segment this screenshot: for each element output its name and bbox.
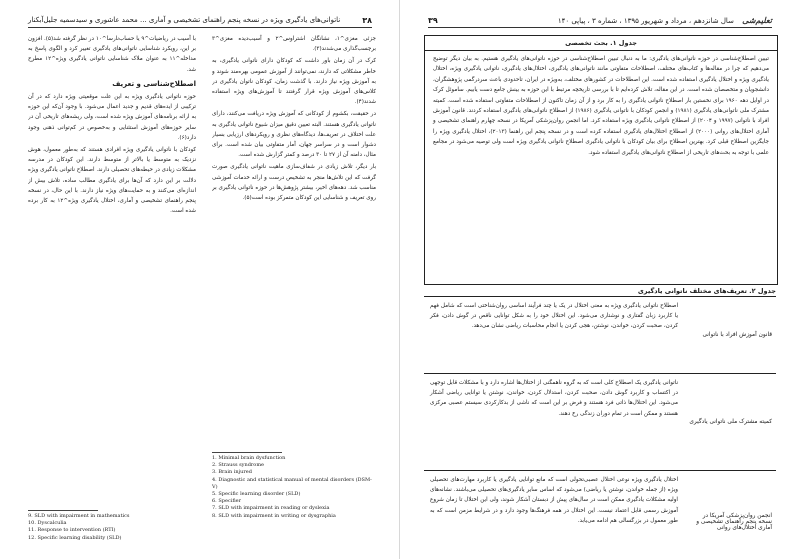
footnote-rule — [28, 510, 98, 511]
left-page-col-right — [212, 34, 376, 444]
left-page-col-left — [28, 34, 196, 504]
footnotes-left — [28, 513, 196, 542]
journal-logo: تعلیم‌شی — [742, 15, 772, 25]
table-row — [424, 374, 776, 471]
right-header-rule — [428, 27, 772, 28]
row-definition: اختلال یادگیری ویژه نوعی اختلال عصبی‌تحولی است که مانع توانایی یادگیری یا کاربرد مهارت‌های تحصیلی ویژه (از جمله خواندن، نوشتن یا ریاضی) می‌شود که اساس سایر یادگیری‌های تحصیلی می‌باشند. نشانه‌های اولیه مشکلات یادگیری ممکن است در سال‌های پیش از دبستان آشکار شوند، ولی این اختلال تا زمان شروع آموزش رسمی قابل اعتماد نیست. این اختلال در همه فرهنگ‌ها وجود دارد و در شرایط مزمن است که به طور معمول در بزرگسالی هم ادامه می‌یابد. — [430, 477, 678, 524]
footnote: 9. SLD with impairment in mathematics — [28, 513, 130, 519]
footnote: 5. Specific learning disorder (SLD) — [212, 491, 301, 498]
paragraph: در حقیقت، بکشوم از کودکانی که آموزش ویژه دریافت می‌کنند، دارای ناتوانی یادگیری هستند. البته تعیین دقیق میزان شیوع ناتوانی یادگیری به علت اختلاف در تعریف‌ها، دیدگاه‌های نظری و رویکردهای ارزیابی بسیار دشوار است و در سراسر جهان، آمار متفاوتی بیان شده است. برای مثال، دامنه آن از ۲۷ تا ۳۰ درصد و کمتر گزارش شده است. — [212, 111, 376, 159]
right-running-head-text: سال شانزدهم ، مرداد و شهریور ۱۳۹۵ ، شماره ۳ ، پیاپی ۱۴۰ — [557, 16, 734, 25]
section-title: اصطلاح‌شناسی و تعریف — [112, 79, 196, 88]
footnotes-right — [212, 455, 376, 520]
paragraph: کرک در آن زمان باور داشت که کودکانِ دارای ناتوانی یادگیری، به خاطر مشکلاتی که دارند، نمی‌توانند از آموزش عمومی بهره‌مند شوند و به آموزش ویژه نیاز دارند. با گذشت زمان، کودکان ناتوان یادگیری در کلاس‌های آموزش ویژه قرار گرفتند تا آموزش‌های ویژه استفاده شدند(۴). — [212, 58, 376, 106]
row-definition: ناتوانی یادگیری یک اصطلاح کلی است که به گروه ناهمگنی از اختلال‌ها اشاره دارد و با مشکلات قابل توجهی در اکتساب و کاربرد گوش دادن، صحبت کردن، استدلال کردن، خواندن، نوشتن یا توانایی ریاضی آشکار می‌شود. این اختلال‌ها ذاتی فرد هستند و فرض بر این است که ناشی از بدکارکردی سیستم عصبی مرکزی هستند و ممکن است در تمام دوران زندگی رخ دهند. — [430, 380, 678, 417]
footnote: 10. Dyscalculia — [28, 520, 67, 527]
footnote: 11. Response to intervention (RTI) — [28, 527, 116, 534]
table-specialized-discussion — [424, 35, 778, 285]
footnote: 12. Specific learning disability (SLD) — [28, 534, 122, 541]
table1-text: تبیین اصطلاح‌شناسی در حوزه ناتوانی‌های یادگیری: ما به دنبال تبیین اصطلاح‌شناسی در حوزه ناتوانی‌های یادگیری هستیم. به بیان دیگر توضیح می‌دهیم که چرا در مقاله‌ها و کتاب‌های مختلف، اصطلاحات متفاوتی مانند ناتوانی‌های یادگیری، اختلال‌های یادگیری، ناتوانی یادگیری ویژه، اختلال یادگیری ویژه و اختلال یادگیری استفاده شده است. این اصطلاحات در کشورهای مختلف، به‌ویژه در ایران، تاحدودی باعث سردرگمی پژوهشگران، دانشجویان و متخصصان شده است. در این مقاله، تلاش کرده‌ایم تا با بررسی تاریخچه مرتبط با این حوزه به بینش جامع دست یابیم. ساموئل کرک در اوایل دهه ۱۹۶۰ برای نخستین بار اصطلاح ناتوانی یادگیری را به کار برد و از آن زمان تاکنون از اصطلاحات متفاوتی استفاده شده است. کمیته مشترک ملی ناتوانی‌های یادگیری (۱۹۸۱) و انجمن کودکان با ناتوانی یادگیری (۱۹۸۶) از اصطلاح ناتوانی‌های یادگیری استفاده کردند. قانون آموزش افراد با ناتوانی (۱۹۹۷ و ۲۰۰۴) از اصطلاح ناتوانی یادگیری ویژه استفاده کرد. اما انجمن روان‌پزشکی آمریکا در نسخه چهارم راهنمای تشخیصی و آماری اختلال‌های روانی (۲۰۰۰) از اصطلاح اختلال‌های یادگیری استفاده کرده است و در نسخه پنجم این راهنما (۲۰۱۳)، اختلال یادگیری ویژه را جایگزین اصطلاح قبلی کرد. بهترین اصطلاح برای بیان کودکان با ناتوانی یادگیری اصطلاح ناتوانی یادگیری ویژه است ولی توصیه می‌شود در مجامع علمی با توجه به بحث‌های تاریخی از اصطلاح ناتوانی‌های یادگیری استفاده شود. — [433, 56, 769, 156]
row-definition: اصطلاح ناتوانی یادگیری ویژه به معنی اختلال در یک یا چند فرآیند اساسی روان‌شناختی است که شامل فهم یا کاربرد زبان گفتاری و نوشتاری می‌شود. این اختلال خود را به شکل توانایی ناقص در گوش دادن، فکر کردن، صحبت کردن، خواندن، نوشتن، هجی کردن یا انجام محاسبات ریاضی نشان می‌دهد. — [430, 303, 678, 330]
row-term: انجمن روان‌پزشکی آمریکا در نسخه پنجم راهنمای تشخیصی و آماری اختلال‌های روانی — [696, 513, 772, 531]
right-header-group — [558, 16, 772, 25]
left-header-rule — [28, 27, 372, 28]
paragraph: کودکان با ناتوانی یادگیری ویژه افرادی هستند که به‌طور معمول، هوش نزدیک به متوسط یا بالاتر از متوسط دارند. این کودکان در مدرسه مشکلات زیادی در حیطه‌های تحصیلی دارند. اصطلاح ناتوانی یادگیری ویژه دلالت بر این دارد که آن‌ها برای یادگیری مطالب ساده، تلاش بیش از اندازه‌ای می‌کنند و به حمایت‌های ویژه نیاز دارند. با این حال، در نسخه پنجم راهنمای تشخیصی و آماری، اختلال یادگیری ویژه^۱۲ به کار برده شده است. — [28, 147, 196, 215]
right-running-head — [428, 14, 772, 26]
left-running-head — [28, 14, 372, 26]
left-page-number: ۳۸ — [362, 15, 372, 25]
paragraph: حوزه ناتوانی یادگیری ویژه به این علت موقعیتی ویژه دارد که در آن ترکیبی از ایده‌های قدیم و جدید اعمال می‌شود. با وجود آن‌که این حوزه به ارائه برنامه‌های آموزش ویژه شده است، ولی ریشه‌های تاریخی آن در سایر حوزه‌های آموزش استثنایی و به‌خصوص در کم‌توانی ذهنی وجود دارد(۶). — [28, 94, 196, 141]
paragraph: جزئی مغزی^۱، نشانگان اشتراوس^۲ و آسیب‌دیده مغزی^۳ برچسب‌گذاری می‌شدند(۳). — [212, 36, 376, 53]
footnote: 3. Brain injured — [212, 469, 252, 476]
table-row — [424, 297, 776, 374]
left-running-head-text: ناتوانی‌های یادگیری ویژه در نسخه پنجم راهنمای تشخیصی و آماری ... محمد عاشوری و سیدسمیه جلیل‌آبکنار — [28, 16, 341, 24]
table2-title: جدول ۲. تعریف‌های مختلف ناتوانی یادگیری — [637, 287, 776, 295]
paragraph: بار دیگر، تلاش زیادی در شفاف‌سازی ماهیت ناتوانی یادگیری صورت گرفت که این تلاش‌ها منجر به تشخیص درست و ارائه خدمات آموزشی مناسب شد. دهه‌های اخیر، بیشتر پژوهش‌ها در حوزه ناتوانی یادگیری بر روی تعریف و شناسایی این کودکان متمرکز بوده است(۵). — [212, 164, 376, 202]
right-page-number: ۳۹ — [428, 15, 438, 25]
table-row — [424, 471, 776, 559]
footnote-rule — [212, 452, 282, 453]
footnote: 6. Specifier — [212, 498, 242, 505]
table-definitions — [424, 296, 776, 559]
row-term: کمیته مشترک ملی ناتوانی یادگیری — [689, 419, 772, 425]
footnote: 7. SLD with impairment in reading or dyslexia — [212, 505, 330, 512]
footnote: 2. Strauss syndrome — [212, 462, 265, 469]
footnote: 8. SLD with impairment in writing or dysgraphia — [212, 512, 336, 519]
right-page — [400, 0, 800, 559]
row-term: قانون آموزش افراد با ناتوانی — [702, 332, 772, 338]
table1-title: جدول ۱. بحث تخصصی — [425, 36, 777, 51]
paragraph: با آسیب در ریاضیات^۹ یا حساب‌نارسا^۱۰ در نظر گرفته شد(۵). افزون بر این، رویکرد شناسایی ناتوانی‌های یادگیری تغییر کرد و الگوی پاسخ به مداخله^۱۱ به عنوان ملاک شناسایی ناتوانی یادگیری ویژه^۱۲ مطرح شد. — [28, 36, 196, 73]
footnote: 4. Diagnostic and statistical manual of mental disorders (DSM-V) — [212, 476, 372, 490]
footnote: 1. Minimal brain dysfunction — [212, 455, 286, 461]
